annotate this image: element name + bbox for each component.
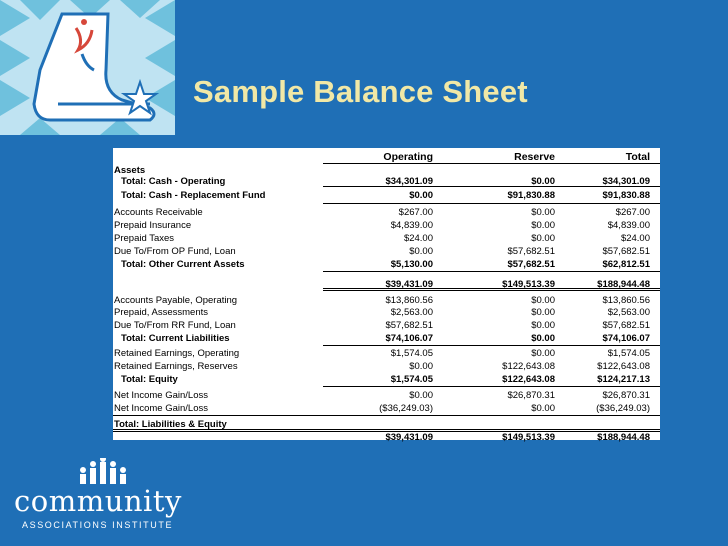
cell-total: $13,860.56 — [602, 295, 650, 306]
table-rule — [323, 203, 660, 204]
row-label: Accounts Receivable — [114, 207, 203, 218]
table-rule — [323, 163, 660, 164]
cell-total: $34,301.09 — [602, 176, 650, 187]
cell-reserve: $26,870.31 — [507, 390, 555, 401]
cell-reserve: $0.00 — [531, 320, 555, 331]
table-row — [113, 319, 660, 332]
cell-reserve: $122,643.08 — [502, 374, 555, 385]
row-label: Total: Liabilities & Equity — [114, 419, 227, 430]
table-rule — [323, 271, 660, 272]
table-rule — [113, 415, 660, 416]
cell-total: $57,682.51 — [602, 246, 650, 257]
row-label: Total: Current Liabilities — [121, 333, 230, 344]
cell-total: $188,944.48 — [597, 432, 650, 443]
cell-operating: $267.00 — [398, 207, 433, 218]
table-row — [113, 389, 660, 402]
row-label: Net Income Gain/Loss — [114, 403, 208, 414]
cell-reserve: $0.00 — [531, 348, 555, 359]
cell-reserve: $149,513.39 — [502, 279, 555, 290]
cell-operating: $57,682.51 — [385, 320, 433, 331]
cell-reserve: $0.00 — [531, 220, 555, 231]
row-label: Total: Equity — [121, 374, 178, 385]
cell-total: $57,682.51 — [602, 320, 650, 331]
cell-total: ($36,249.03) — [596, 403, 650, 414]
row-label: Retained Earnings, Operating — [114, 348, 240, 359]
cell-operating: $24.00 — [403, 233, 433, 244]
cell-operating: $2,563.00 — [390, 307, 433, 318]
cell-total: $4,839.00 — [607, 220, 650, 231]
row-label: Retained Earnings, Reserves — [114, 361, 238, 372]
cell-total: $24.00 — [620, 233, 650, 244]
cell-operating: $39,431.09 — [385, 279, 433, 290]
cell-operating: $0.00 — [409, 246, 433, 257]
row-label: Due To/From OP Fund, Loan — [114, 246, 236, 257]
column-header-operating: Operating — [383, 151, 433, 163]
balance-sheet-table — [113, 148, 660, 443]
table-row — [113, 306, 660, 319]
cell-operating: $0.00 — [409, 190, 433, 201]
table-rule — [113, 429, 660, 432]
row-label: Assets — [114, 165, 146, 176]
cell-reserve: $91,830.88 — [507, 190, 555, 201]
cell-reserve: $0.00 — [531, 207, 555, 218]
table-row — [113, 245, 660, 258]
cell-total: $62,812.51 — [602, 259, 650, 270]
table-row — [113, 189, 660, 202]
cell-operating: $1,574.05 — [390, 374, 433, 385]
cell-reserve: $57,682.51 — [507, 246, 555, 257]
cell-total: $74,106.07 — [602, 333, 650, 344]
table-row — [113, 360, 660, 373]
row-label: Prepaid, Assessments — [114, 307, 208, 318]
cell-operating: $5,130.00 — [390, 259, 433, 270]
cowboy-boot-logo — [0, 0, 175, 135]
cell-reserve: $0.00 — [531, 307, 555, 318]
column-header-reserve: Reserve — [514, 151, 555, 163]
cell-operating: $4,839.00 — [390, 220, 433, 231]
row-label: Prepaid Taxes — [114, 233, 175, 244]
cell-total: $267.00 — [615, 207, 650, 218]
logo-subtitle: ASSOCIATIONS INSTITUTE — [22, 520, 174, 530]
row-label: Total: Other Current Assets — [121, 259, 245, 270]
table-row — [113, 347, 660, 360]
row-label: Total: Cash - Operating — [121, 176, 226, 187]
cell-operating: $13,860.56 — [385, 295, 433, 306]
cell-total: $26,870.31 — [602, 390, 650, 401]
cell-total: $1,574.05 — [607, 348, 650, 359]
cell-operating: ($36,249.03) — [379, 403, 433, 414]
cell-operating: $39,431.09 — [385, 432, 433, 443]
cell-reserve: $122,643.08 — [502, 361, 555, 372]
table-row — [113, 258, 660, 271]
cell-reserve: $57,682.51 — [507, 259, 555, 270]
row-label: Net Income Gain/Loss — [114, 390, 208, 401]
cell-total: $122,643.08 — [597, 361, 650, 372]
table-row — [113, 232, 660, 245]
table-row — [113, 206, 660, 219]
table-row — [113, 332, 660, 345]
table-rule — [323, 288, 660, 291]
row-label: Accounts Payable, Operating — [114, 295, 238, 306]
cell-total: $2,563.00 — [607, 307, 650, 318]
slide-title: Sample Balance Sheet — [193, 74, 528, 109]
cell-operating: $1,574.05 — [390, 348, 433, 359]
cell-operating: $0.00 — [409, 361, 433, 372]
cell-operating: $0.00 — [409, 390, 433, 401]
cell-reserve: $0.00 — [531, 233, 555, 244]
table-rule — [323, 186, 660, 187]
cell-reserve: $0.00 — [531, 176, 555, 187]
table-row — [113, 373, 660, 386]
logo-wordmark: community — [14, 484, 182, 518]
cell-reserve: $149,513.39 — [502, 432, 555, 443]
cell-reserve: $0.00 — [531, 403, 555, 414]
row-label: Due To/From RR Fund, Loan — [114, 320, 236, 331]
row-label: Total: Cash - Replacement Fund — [121, 190, 266, 201]
cell-reserve: $0.00 — [531, 295, 555, 306]
table-row — [113, 431, 660, 444]
column-header-total: Total — [625, 151, 650, 163]
table-row — [113, 402, 660, 415]
cell-total: $124,217.13 — [597, 374, 650, 385]
table-rule — [323, 386, 660, 387]
cell-reserve: $0.00 — [531, 333, 555, 344]
table-row — [113, 219, 660, 232]
row-label: Prepaid Insurance — [114, 220, 192, 231]
cell-operating: $34,301.09 — [385, 176, 433, 187]
cell-operating: $74,106.07 — [385, 333, 433, 344]
cell-total: $188,944.48 — [597, 279, 650, 290]
cell-total: $91,830.88 — [602, 190, 650, 201]
table-rule — [323, 345, 660, 346]
